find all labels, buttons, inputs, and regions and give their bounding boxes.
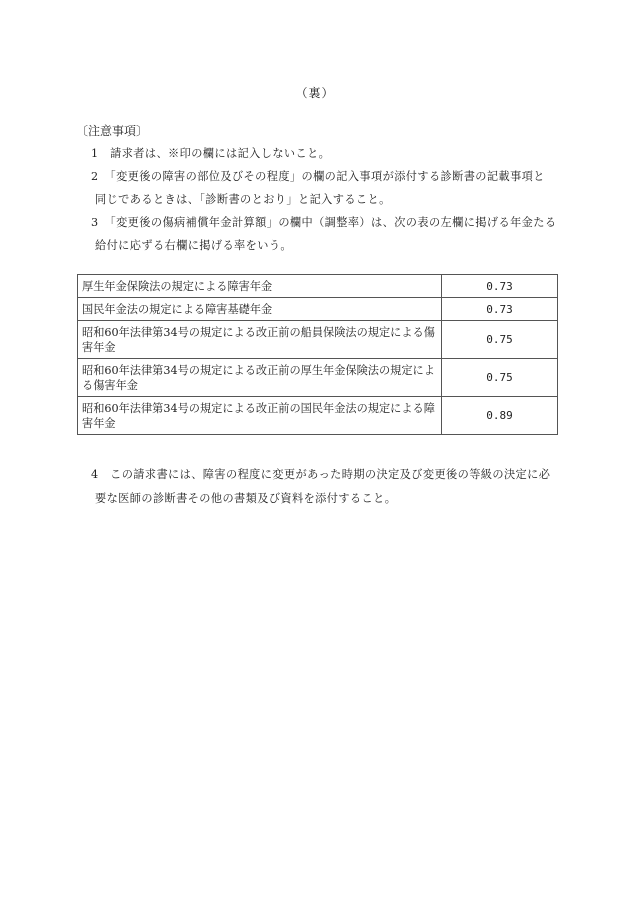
benefit-cell: 昭和60年法律第34号の規定による改正前の船員保険法の規定による傷害年金	[78, 321, 442, 359]
note-2-line-1: 2 「変更後の障害の部位及びその程度」の欄の記入事項が添付する診断書の記載事項と	[91, 170, 545, 183]
rate-cell: 0.75	[442, 359, 558, 397]
benefit-cell: 厚生年金保険法の規定による障害年金	[78, 275, 442, 298]
rate-cell: 0.73	[442, 298, 558, 321]
rate-cell: 0.75	[442, 321, 558, 359]
note-3-line-1: 3 「変更後の傷病補償年金計算額」の欄中（調整率）は、次の表の左欄に掲げる年金たる	[91, 216, 557, 229]
table-row	[78, 397, 558, 435]
table-row	[78, 359, 558, 397]
table-row	[78, 321, 558, 359]
adjustment-rate-table	[77, 274, 558, 435]
page-title: （裏）	[295, 86, 335, 100]
benefit-cell: 昭和60年法律第34号の規定による改正前の厚生年金保険法の規定による傷害年金	[78, 359, 442, 397]
table-row	[78, 298, 558, 321]
rate-cell: 0.73	[442, 275, 558, 298]
table-row	[78, 275, 558, 298]
note-3-line-2: 給付に応ずる右欄に掲げる率をいう。	[95, 239, 292, 252]
notes-heading: 〔注意事項〕	[76, 124, 149, 138]
note-4-line-2: 要な医師の診断書その他の書類及び資料を添付すること。	[95, 492, 397, 505]
benefit-cell: 国民年金法の規定による障害基礎年金	[78, 298, 442, 321]
benefit-cell: 昭和60年法律第34号の規定による改正前の国民年金法の規定による障害年金	[78, 397, 442, 435]
rate-cell: 0.89	[442, 397, 558, 435]
note-2-line-2: 同じであるときは、「診断書のとおり」と記入すること。	[95, 193, 391, 206]
note-1: 1 請求者は、※印の欄には記入しないこと。	[91, 147, 331, 160]
note-4-line-1: 4 この請求書には、障害の程度に変更があった時期の決定及び変更後の等級の決定に必	[91, 468, 551, 481]
